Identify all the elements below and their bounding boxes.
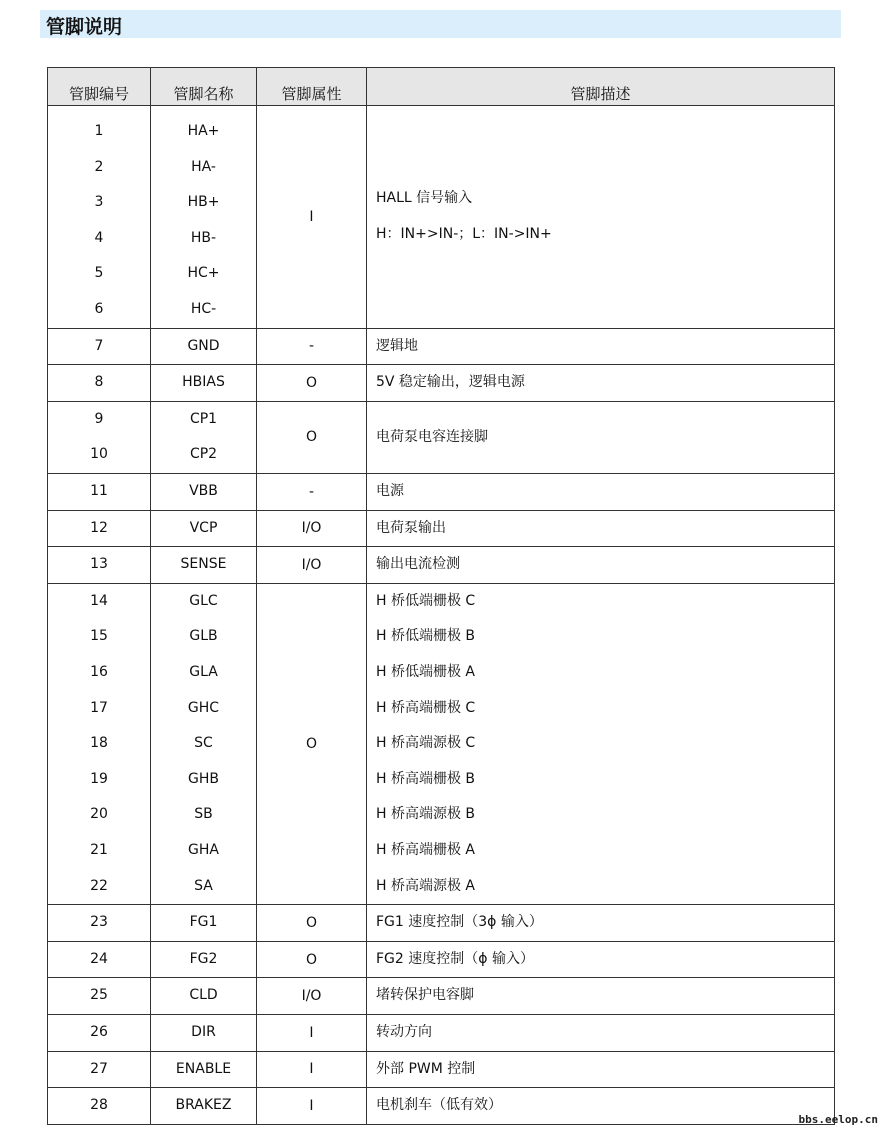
pin-number: 9 — [94, 410, 104, 427]
pin-description-cell — [367, 1014, 835, 1051]
pin-number: 7 — [94, 337, 104, 354]
pin-name-cell — [151, 905, 257, 942]
pin-description: 电荷泵输出 — [376, 519, 446, 536]
pin-name: SC — [194, 735, 213, 752]
pin-number: 14 — [90, 592, 108, 609]
pin-name: HB- — [190, 229, 217, 246]
pin-description: 堵转保护电容脚 — [376, 987, 474, 1004]
pin-attribute-cell — [257, 106, 367, 329]
pin-number: 15 — [90, 628, 108, 645]
pin-number: 3 — [94, 194, 104, 211]
pin-number-cell — [48, 905, 151, 942]
pin-name: HA- — [191, 158, 216, 175]
pin-attribute: - — [308, 338, 315, 355]
pin-number-cell — [48, 106, 151, 329]
pin-attribute-cell — [257, 978, 367, 1015]
pin-name: HC+ — [187, 265, 220, 282]
section-title-bar — [40, 10, 841, 38]
pin-description-cell — [367, 106, 835, 329]
pin-number: 26 — [90, 1023, 108, 1040]
pin-attribute: O — [305, 951, 318, 968]
pin-name: HC- — [190, 300, 217, 317]
pin-attribute-cell — [257, 510, 367, 547]
pin-group-row — [48, 547, 835, 584]
pin-number-cell — [48, 583, 151, 904]
pin-number-cell — [48, 547, 151, 584]
pin-number: 12 — [90, 519, 108, 536]
pin-description: 输出电流检测 — [376, 556, 460, 573]
pin-number: 17 — [90, 699, 108, 716]
pin-attribute: I/O — [301, 988, 322, 1005]
pin-group-row — [48, 1088, 835, 1125]
header-row — [48, 68, 835, 106]
pin-description: H 桥低端栅极 A — [376, 663, 476, 680]
pin-attribute: I — [309, 1024, 314, 1041]
pin-group-row — [48, 583, 835, 904]
pin-attribute-cell — [257, 1014, 367, 1051]
pin-name: ENABLE — [175, 1060, 232, 1077]
pin-name-cell — [151, 365, 257, 402]
pin-name: BRAKEZ — [175, 1097, 232, 1114]
pin-name-cell — [151, 583, 257, 904]
pin-attribute: - — [308, 483, 315, 500]
pin-attribute: I — [309, 1061, 314, 1078]
pin-name: SENSE — [180, 556, 227, 573]
pin-description-cell — [367, 401, 835, 473]
pin-description: H 桥高端栅极 A — [376, 841, 476, 858]
pin-name-cell — [151, 1088, 257, 1125]
pin-name: FG2 — [189, 950, 218, 967]
pin-name: GLA — [189, 663, 218, 680]
pin-number: 21 — [90, 841, 108, 858]
pin-name-cell — [151, 473, 257, 510]
pin-attribute: O — [305, 374, 318, 391]
pin-name-cell — [151, 978, 257, 1015]
pin-description: H 桥低端栅极 B — [376, 628, 476, 645]
pin-group-row — [48, 365, 835, 402]
pin-number: 24 — [90, 950, 108, 967]
pin-name: HA+ — [187, 123, 220, 139]
pin-name: DIR — [191, 1023, 216, 1040]
pin-attribute-cell — [257, 1088, 367, 1125]
pin-group-row — [48, 328, 835, 365]
pin-number: 6 — [94, 300, 104, 317]
pin-name: FG1 — [189, 914, 218, 931]
watermark: bbs.eelop.cn — [798, 1113, 878, 1126]
pin-description-cell — [367, 978, 835, 1015]
pin-description: H 桥低端栅极 C — [376, 592, 476, 609]
pin-description-cell — [367, 473, 835, 510]
pin-name: HBIAS — [182, 374, 225, 391]
pin-number: 20 — [90, 806, 108, 823]
pin-number-cell — [48, 401, 151, 473]
pin-description-cell — [367, 1088, 835, 1125]
pin-name-cell — [151, 106, 257, 329]
pin-description-cell — [367, 547, 835, 584]
pin-attribute-cell — [257, 547, 367, 584]
pin-number-cell — [48, 941, 151, 978]
pin-description: 电机刹车（低有效） — [376, 1097, 502, 1114]
pin-name-cell — [151, 941, 257, 978]
pin-attribute: O — [305, 429, 318, 446]
pin-description-cell — [367, 941, 835, 978]
section-title: 管脚说明 — [46, 16, 123, 38]
pin-number: 2 — [94, 158, 104, 175]
pin-number: 8 — [94, 374, 104, 391]
pin-name: GND — [187, 337, 220, 354]
pin-name-cell — [151, 510, 257, 547]
pin-name: SB — [194, 806, 213, 823]
pin-number: 22 — [90, 877, 108, 894]
pin-number: 18 — [90, 735, 108, 752]
pin-group-row — [48, 978, 835, 1015]
pin-attribute-cell — [257, 905, 367, 942]
pin-attribute-cell — [257, 583, 367, 904]
pin-name: SA — [194, 877, 213, 894]
pin-name: GLB — [189, 628, 218, 645]
pin-description-cell — [367, 365, 835, 402]
pin-description: FG2 速度控制（ϕ 输入） — [376, 950, 534, 967]
pin-description: 5V 稳定输出，逻辑电源 — [376, 374, 525, 391]
pin-group-row — [48, 473, 835, 510]
pin-number: 27 — [90, 1060, 108, 1077]
pin-attribute-cell — [257, 941, 367, 978]
pin-number: 19 — [90, 770, 108, 787]
pin-number-cell — [48, 328, 151, 365]
pin-group-row — [48, 510, 835, 547]
header-pin-name: 管脚名称 — [151, 68, 257, 106]
pin-description-cell — [367, 583, 835, 904]
pin-number: 16 — [90, 663, 108, 680]
pin-group-row — [48, 106, 835, 329]
pin-number-cell — [48, 365, 151, 402]
pin-name: GLC — [189, 592, 218, 609]
pin-number: 25 — [90, 987, 108, 1004]
pin-number-cell — [48, 510, 151, 547]
pin-attribute-cell — [257, 365, 367, 402]
pin-attribute: O — [305, 914, 318, 931]
pin-group-row — [48, 1014, 835, 1051]
pin-number: 4 — [94, 229, 104, 246]
pin-number: 10 — [90, 446, 108, 463]
pin-attribute: I — [309, 1097, 314, 1114]
pin-description: H 桥高端栅极 B — [376, 770, 476, 787]
pin-table — [47, 67, 835, 1125]
pin-number-cell — [48, 1014, 151, 1051]
header-pin-description: 管脚描述 — [367, 68, 835, 106]
pin-attribute: I/O — [301, 556, 322, 573]
pin-description: H 桥高端源极 C — [376, 735, 476, 752]
pin-description: FG1 速度控制（3ϕ 输入） — [376, 914, 543, 931]
header-pin-number: 管脚编号 — [48, 68, 151, 106]
pin-name-cell — [151, 1051, 257, 1088]
pin-name: CLD — [189, 987, 218, 1004]
pin-attribute-cell — [257, 401, 367, 473]
pin-name: VBB — [189, 482, 218, 499]
pin-number-cell — [48, 978, 151, 1015]
pin-description: 电源 — [376, 482, 404, 499]
pin-number: 11 — [90, 482, 108, 499]
pin-number-cell — [48, 1088, 151, 1125]
pin-number: 1 — [94, 123, 104, 139]
pin-name: GHA — [188, 841, 219, 858]
pin-attribute: I/O — [301, 520, 322, 537]
pin-name: CP2 — [189, 446, 218, 463]
pin-description: 转动方向 — [376, 1023, 432, 1040]
header-pin-attribute: 管脚属性 — [257, 68, 367, 106]
pin-name-cell — [151, 401, 257, 473]
pin-name: HB+ — [187, 194, 220, 211]
pin-attribute-cell — [257, 1051, 367, 1088]
pin-group-row — [48, 941, 835, 978]
pin-number: 13 — [90, 556, 108, 573]
pin-attribute: O — [305, 735, 318, 752]
pin-name-cell — [151, 328, 257, 365]
pin-description-cell — [367, 1051, 835, 1088]
pin-number: 5 — [94, 265, 104, 282]
pin-number-cell — [48, 473, 151, 510]
pin-description: HALL 信号输入 — [376, 190, 473, 207]
pin-description-cell — [367, 510, 835, 547]
pin-description: 逻辑地 — [376, 337, 418, 354]
pin-description: 电荷泵电容连接脚 — [376, 428, 488, 445]
pin-attribute-cell — [257, 328, 367, 365]
pin-description: H 桥高端栅极 C — [376, 699, 476, 716]
pin-name-cell — [151, 547, 257, 584]
pin-description: H 桥高端源极 A — [376, 877, 476, 894]
pin-name: CP1 — [189, 410, 218, 427]
pin-name-cell — [151, 1014, 257, 1051]
pin-description-cell — [367, 905, 835, 942]
pin-description: H 桥高端源极 B — [376, 806, 476, 823]
pin-group-row — [48, 905, 835, 942]
pin-description: 外部 PWM 控制 — [376, 1060, 476, 1077]
pin-name: GHB — [188, 770, 219, 787]
pin-number: 23 — [90, 914, 108, 931]
pin-attribute: I — [309, 208, 314, 225]
pin-name: VCP — [189, 519, 218, 536]
pin-description-cell — [367, 328, 835, 365]
pin-name: GHC — [187, 699, 220, 716]
pin-attribute-cell — [257, 473, 367, 510]
pin-number: 28 — [90, 1097, 108, 1114]
pin-group-row — [48, 401, 835, 473]
pin-description: H：IN+>IN-；L：IN->IN+ — [376, 225, 552, 242]
pin-group-row — [48, 1051, 835, 1088]
pin-number-cell — [48, 1051, 151, 1088]
